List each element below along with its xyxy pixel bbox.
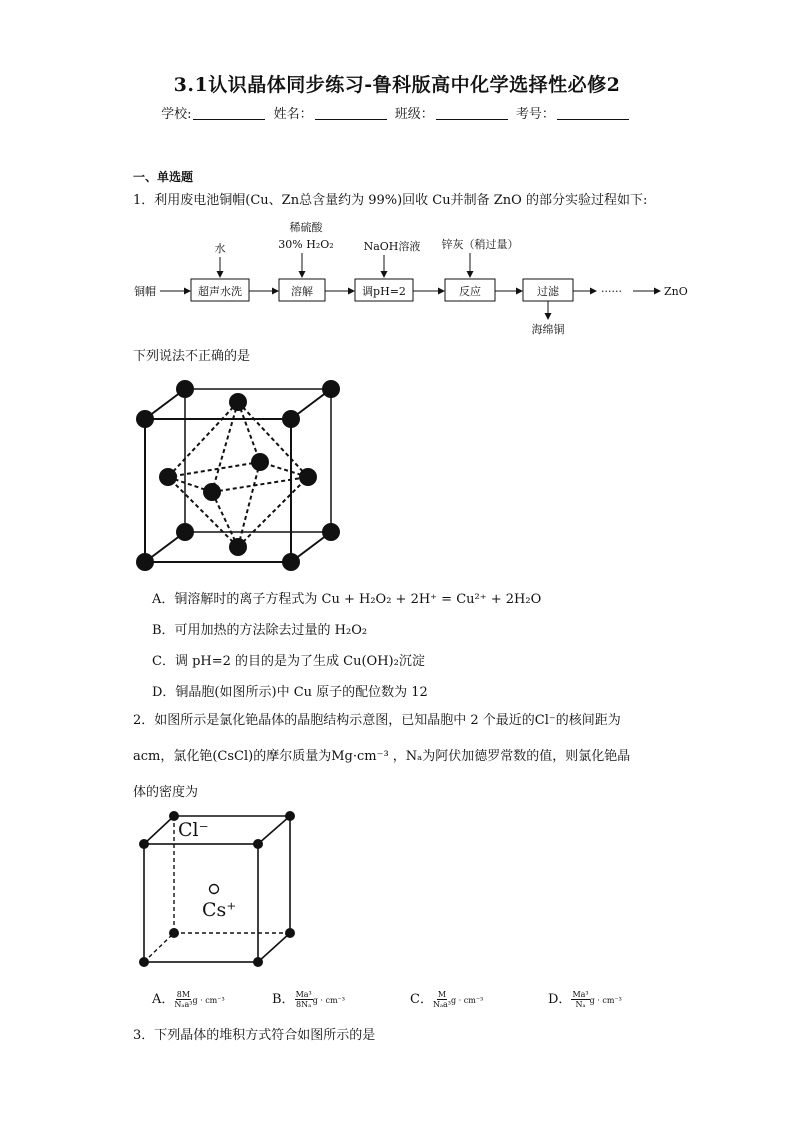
cl-label: Cl⁻ xyxy=(178,819,209,841)
q1-option-d[interactable]: D．铜晶胞(如图所示)中 Cu 原子的配位数为 12 xyxy=(152,685,428,700)
atom-face xyxy=(203,483,221,501)
cscl-unit-cell-figure xyxy=(130,808,310,973)
atom-corner xyxy=(176,523,194,541)
q1-option-c[interactable]: C．调 pH=2 的目的是为了生成 Cu(OH)₂沉淀 xyxy=(152,654,425,669)
flow-end: ZnO xyxy=(664,285,688,298)
exam-blank[interactable] xyxy=(557,107,629,120)
q2-stem-line1: 2．如图所示是氯化铯晶体的晶胞结构示意图，已知晶胞中 2 个最近的Cl⁻的核间距为 xyxy=(133,713,621,728)
q2-stem-line2: acm，氯化铯(CsCl)的摩尔质量为Mg·cm⁻³ ，Nₐ为阿伏加德罗常数的值，则氯化铯晶 xyxy=(133,749,631,764)
cl-ion xyxy=(285,811,295,821)
class-label: 班级： xyxy=(394,107,434,122)
flow-start: 铜帽 xyxy=(134,285,156,298)
atom-corner xyxy=(176,380,194,398)
q1-option-b[interactable]: B．可用加热的方法除去过量的 H₂O₂ xyxy=(152,623,368,638)
atom-corner xyxy=(322,523,340,541)
student-info-line xyxy=(0,103,794,122)
q2-options xyxy=(152,984,672,1010)
atom-corner xyxy=(322,380,340,398)
q1-subquestion: 下列说法不正确的是 xyxy=(133,349,251,364)
exam-label: 考号： xyxy=(515,107,555,122)
cs-label: Cs⁺ xyxy=(202,899,237,921)
flow-zinc-label: 锌灰（稍过量） xyxy=(441,238,519,251)
cl-ion xyxy=(253,957,263,967)
q1-stem: 1．利用废电池铜帽(Cu、Zn总含量约为 99%)回收 Cu并制备 ZnO 的部分实验过程如下: xyxy=(133,193,648,208)
flow-sponge-copper: 海绵铜 xyxy=(531,323,565,336)
cl-ion xyxy=(139,957,149,967)
section-heading: 一、单选题 xyxy=(133,170,194,184)
cs-ion xyxy=(210,885,219,894)
school-blank[interactable] xyxy=(193,107,265,120)
svg-text:溶解: 溶解 xyxy=(291,285,313,298)
flow-dots: ······ xyxy=(601,285,622,298)
name-label: 姓名： xyxy=(273,107,313,122)
flow-acid-label: 稀硫酸 xyxy=(289,221,323,234)
cl-ion xyxy=(139,839,149,849)
atom-face xyxy=(299,468,317,486)
flow-naoh-label: NaOH溶液 xyxy=(363,240,421,253)
svg-text:调pH=2: 调pH=2 xyxy=(362,285,406,298)
atom-face xyxy=(229,393,247,411)
cl-ion xyxy=(285,928,295,938)
school-label: 学校: xyxy=(161,107,192,122)
svg-text:反应: 反应 xyxy=(459,285,481,298)
atom-face xyxy=(159,468,177,486)
flow-water-label: 水 xyxy=(214,242,226,255)
q2-option-c[interactable]: C． $\frac{M}{\text{Nₐa³}}$ g · cm⁻³ xyxy=(410,990,484,1009)
atom-face xyxy=(251,453,269,471)
page-title: 3.1认识晶体同步练习-鲁科版高中化学选择性必修2 xyxy=(173,74,621,96)
q2-stem-line3: 体的密度为 xyxy=(133,785,199,800)
q1-option-a[interactable]: A．铜溶解时的离子方程式为 Cu + H₂O₂ + 2H⁺ = Cu²⁺ + 2H₂O xyxy=(152,592,542,607)
cl-ion xyxy=(253,839,263,849)
atom-corner xyxy=(282,553,300,571)
name-blank[interactable] xyxy=(315,107,387,120)
class-blank[interactable] xyxy=(436,107,508,120)
atom-corner xyxy=(282,410,300,428)
q3-stem: 3．下列晶体的堆积方式符合如图所示的是 xyxy=(133,1028,376,1043)
atom-corner xyxy=(136,553,154,571)
q2-option-a[interactable]: A． $\frac{8M}{\text{Nₐa³}}$ g · cm⁻³ xyxy=(152,990,225,1009)
atom-face xyxy=(229,538,247,556)
q2-option-b[interactable]: B． $\frac{\text{Ma³}}{\text{8Nₐ}}$ g · cm⁻³ xyxy=(272,990,345,1009)
flow-h2o2-label: 30% H₂O₂ xyxy=(278,238,334,251)
atom-corner xyxy=(136,410,154,428)
q2-option-d[interactable]: D． $\frac{\text{Ma³}}{\text{Nₐ}}$ g · cm⁻³ xyxy=(548,990,622,1009)
svg-text:过滤: 过滤 xyxy=(537,285,559,298)
q1-flowchart xyxy=(130,218,700,340)
cl-ion xyxy=(169,928,179,938)
svg-text:超声水洗: 超声水洗 xyxy=(198,285,242,298)
copper-unit-cell-figure xyxy=(130,372,350,572)
